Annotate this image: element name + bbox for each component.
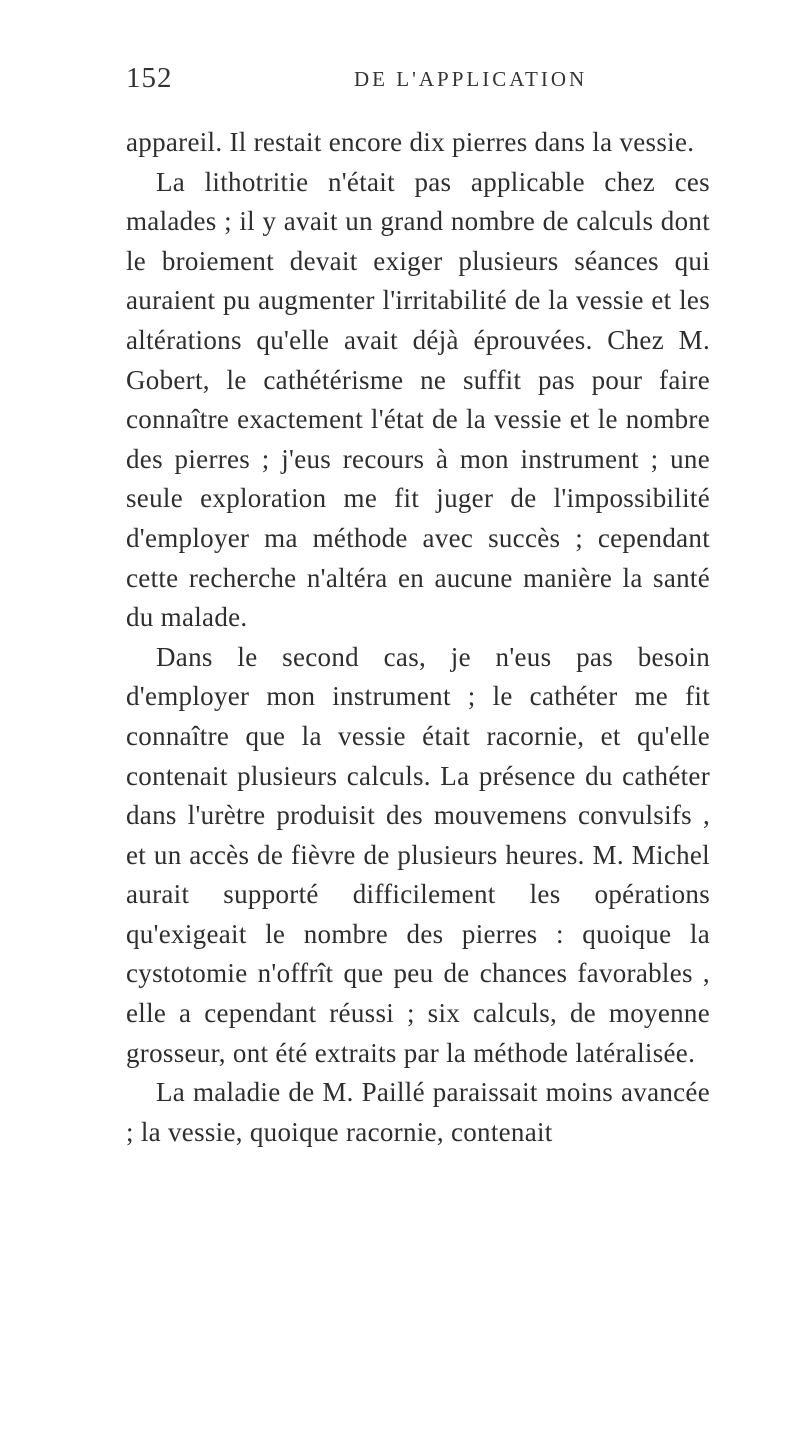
paragraph-lithotritie: La lithotritie n'était pas applicable chez ces malades ; il y avait un grand nombre de calculs dont le broiement devait exiger plusieurs séances qui auraient pu augmenter l'irritabilité de la vessie et les altérations qu'elle avait déjà éprouvées. Chez M. Gobert, le cathétérisme ne suffit pas pour faire connaître exactement l'état de la vessie et le nombre des pierres ; j'eus recours à mon instrument ; une seule exploration me fit juger de l'impossibilité d'employer ma méthode avec succès ; cependant cette recherche n'altéra en aucune manière la santé du malade. — [126, 166, 710, 633]
body-text — [126, 123, 710, 1152]
page-number: 152 — [126, 62, 173, 94]
running-head — [126, 60, 706, 96]
paragraph-paille: La maladie de M. Paillé paraissait moins avancée ; la vessie, quoique racornie, contenait — [126, 1077, 710, 1147]
paragraph-continuation: appareil. Il restait encore dix pierres dans la vessie. — [126, 127, 695, 157]
running-title: DE L'APPLICATION — [354, 67, 588, 91]
paragraph-second-cas: Dans le second cas, je n'eus pas besoin d'employer mon instrument ; le cathéter me fit connaître que la vessie était racornie, et qu'elle contenait plusieurs calculs. La présence du cathéter dans l'urètre produisit des mouvemens convulsifs , et un accès de fièvre de plusieurs heures. M. Michel aurait supporté difficilement les opérations qu'exigeait le nombre des pierres : quoique la cystotomie n'offrît que peu de chances favorables , elle a cependant réussi ; six calculs, de moyenne grosseur, ont été extraits par la méthode latéralisée. — [126, 641, 710, 1068]
